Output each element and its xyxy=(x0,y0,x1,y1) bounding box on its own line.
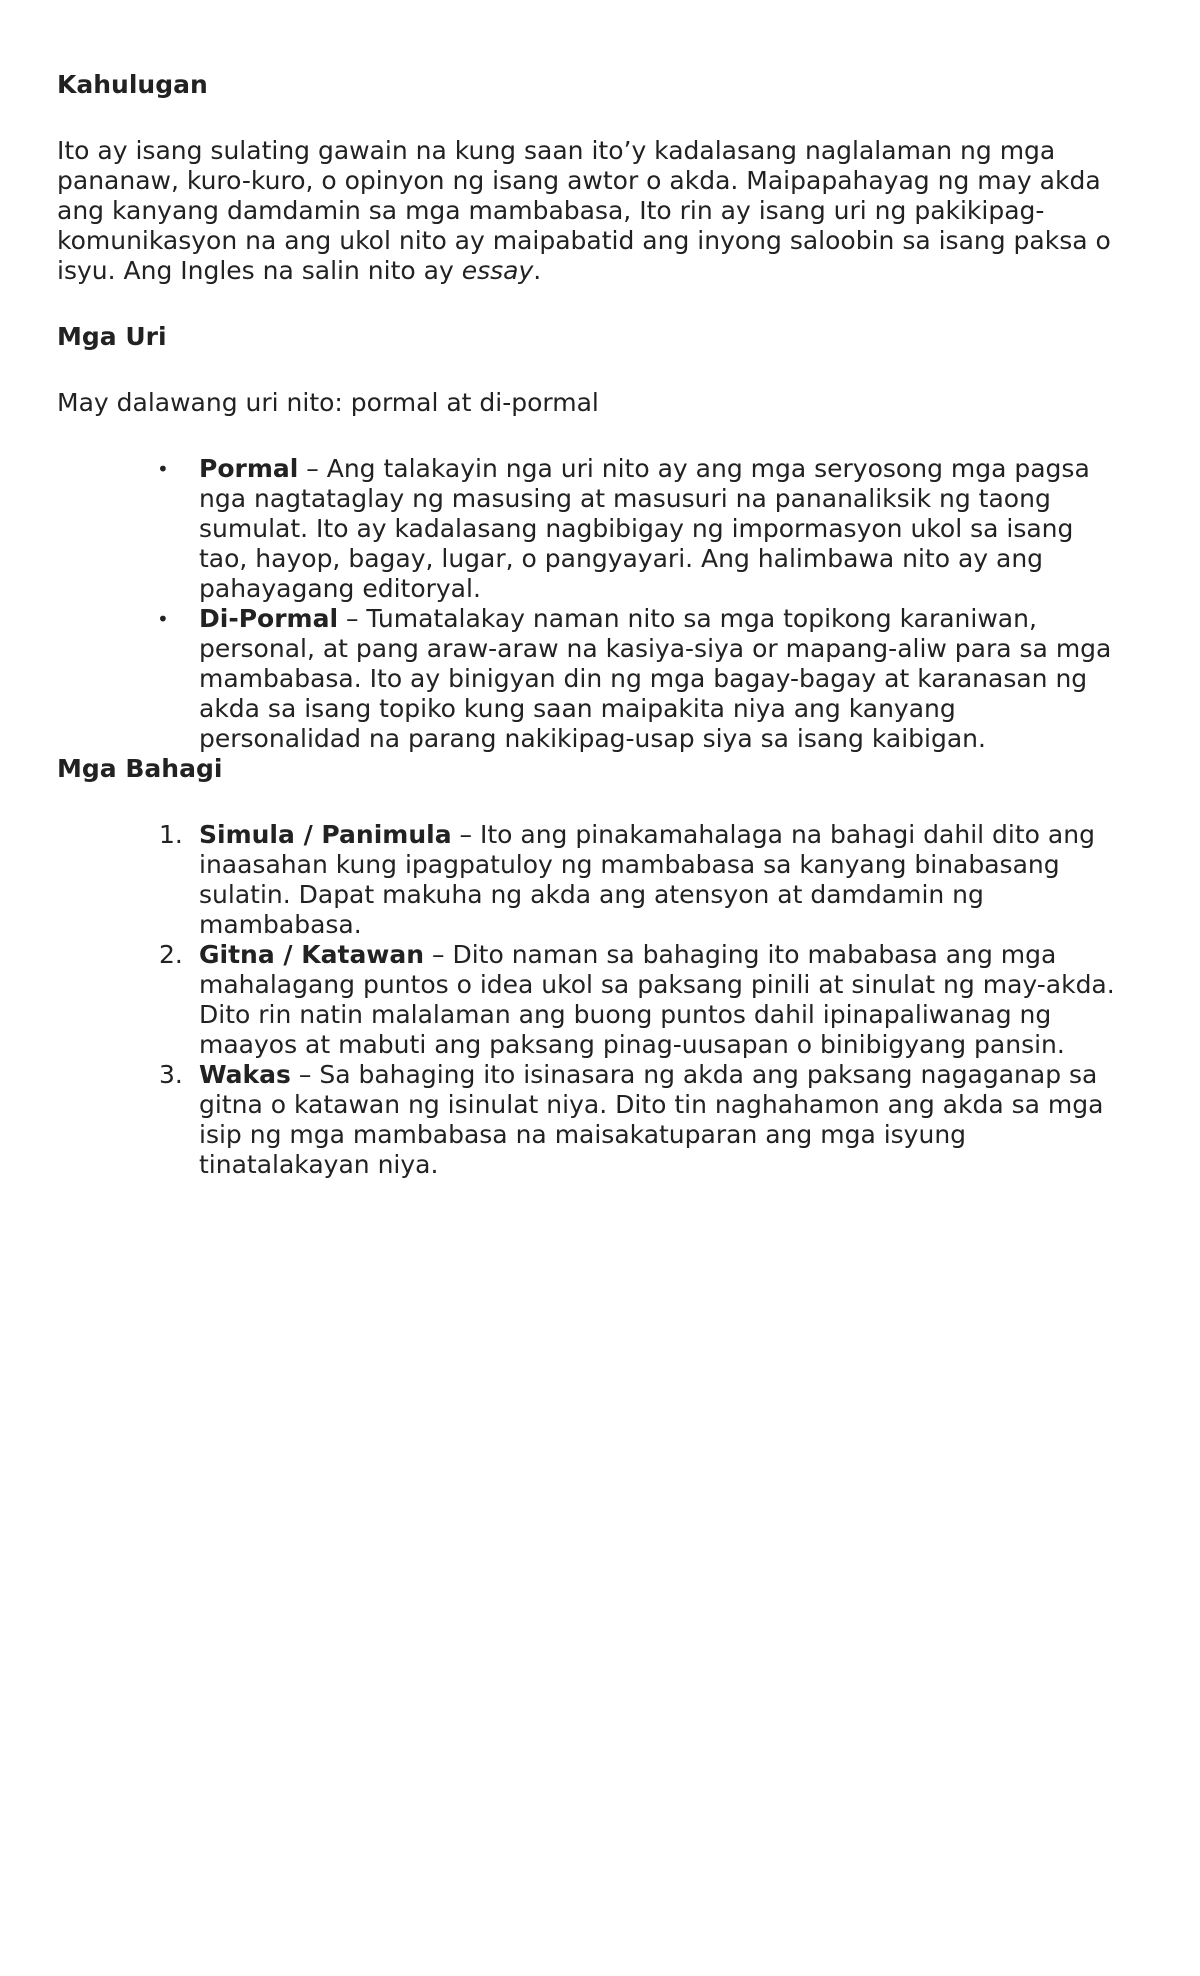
mga-bahagi-numbered-list xyxy=(57,820,1117,1180)
list-item-title: Gitna / Katawan xyxy=(199,940,425,969)
list-item-title: Pormal xyxy=(199,454,299,483)
list-item-number: 2. xyxy=(159,940,183,969)
kahulugan-body-end: . xyxy=(533,256,542,285)
list-item xyxy=(159,820,1117,940)
kahulugan-heading: Kahulugan xyxy=(57,70,208,99)
bullet-icon: • xyxy=(157,457,169,481)
kahulugan-body-italic: essay xyxy=(461,256,534,285)
list-item xyxy=(159,940,1117,1060)
list-item-text: – Dito naman sa bahaging ito mababasa ang mga mahalagang puntos o idea ukol sa paksang pinili at sinulat ng may-akda. Dito rin natin malalaman ang buong puntos dahil ipinapaliwanag ng maayos at mabuti ang paksang pinag-uusapan o binibigyang pansin. xyxy=(199,940,1115,1059)
list-item xyxy=(159,1060,1117,1180)
list-item-text: – Tumatalakay naman nito sa mga topikong karaniwan, personal, at pang araw-araw na kasiya-siya or mapang-aliw para sa mga mambabasa. Ito ay binigyan din ng mga bagay-bagay at karanasan ng akda sa isang topiko kung saan maipakita niya ang kanyang personalidad na parang nakikipag-usap siya sa isang kaibigan. xyxy=(199,604,1112,753)
list-item-title: Simula / Panimula xyxy=(199,820,452,849)
mga-uri-intro: May dalawang uri nito: pormal at di-pormal xyxy=(57,388,599,417)
list-item xyxy=(157,454,1117,604)
kahulugan-paragraph xyxy=(57,136,1117,286)
list-item-text: – Ang talakayin nga uri nito ay ang mga seryosong mga pagsa nga nagtataglay ng masusing at masusuri na pananaliksik ng taong sumulat. Ito ay kadalasang nagbibigay ng impormasyon ukol sa isang tao, hayop, bagay, lugar, o pangyayari. Ang halimbawa nito ay ang pahayagang editoryal. xyxy=(199,454,1090,603)
list-item-text: – Sa bahaging ito isinasara ng akda ang paksang nagaganap sa gitna o katawan ng isinulat niya. Dito tin naghahamon ang akda sa mga isip ng mga mambabasa na maisakatuparan ang mga isyung tinatalakayan niya. xyxy=(199,1060,1104,1179)
list-item xyxy=(157,604,1117,754)
list-item-number: 1. xyxy=(159,820,183,849)
mga-uri-bullet-list xyxy=(57,454,1117,754)
mga-bahagi-heading: Mga Bahagi xyxy=(57,754,223,783)
list-item-text: – Ito ang pinakamahalaga na bahagi dahil dito ang inaasahan kung ipagpatuloy ng mambabasa sa kanyang binabasang sulatin. Dapat makuha ng akda ang atensyon at damdamin ng mambabasa. xyxy=(199,820,1095,939)
list-item-number: 3. xyxy=(159,1060,183,1089)
list-item-title: Di-Pormal xyxy=(199,604,339,633)
kahulugan-body-text: Ito ay isang sulating gawain na kung saan ito’y kadalasang naglalaman ng mga pananaw, kuro-kuro, o opinyon ng isang awtor o akda. Maipapahayag ng may akda ang kanyang damdamin sa mga mambabasa, Ito rin ay isang uri ng pakikipag-komunikasyon na ang ukol nito ay maipabatid ang inyong saloobin sa isang paksa o isyu. Ang Ingles na salin nito ay xyxy=(57,136,1111,285)
mga-uri-heading: Mga Uri xyxy=(57,322,167,351)
bullet-icon: • xyxy=(157,607,169,631)
document-page xyxy=(57,70,1117,1180)
list-item-title: Wakas xyxy=(199,1060,291,1089)
